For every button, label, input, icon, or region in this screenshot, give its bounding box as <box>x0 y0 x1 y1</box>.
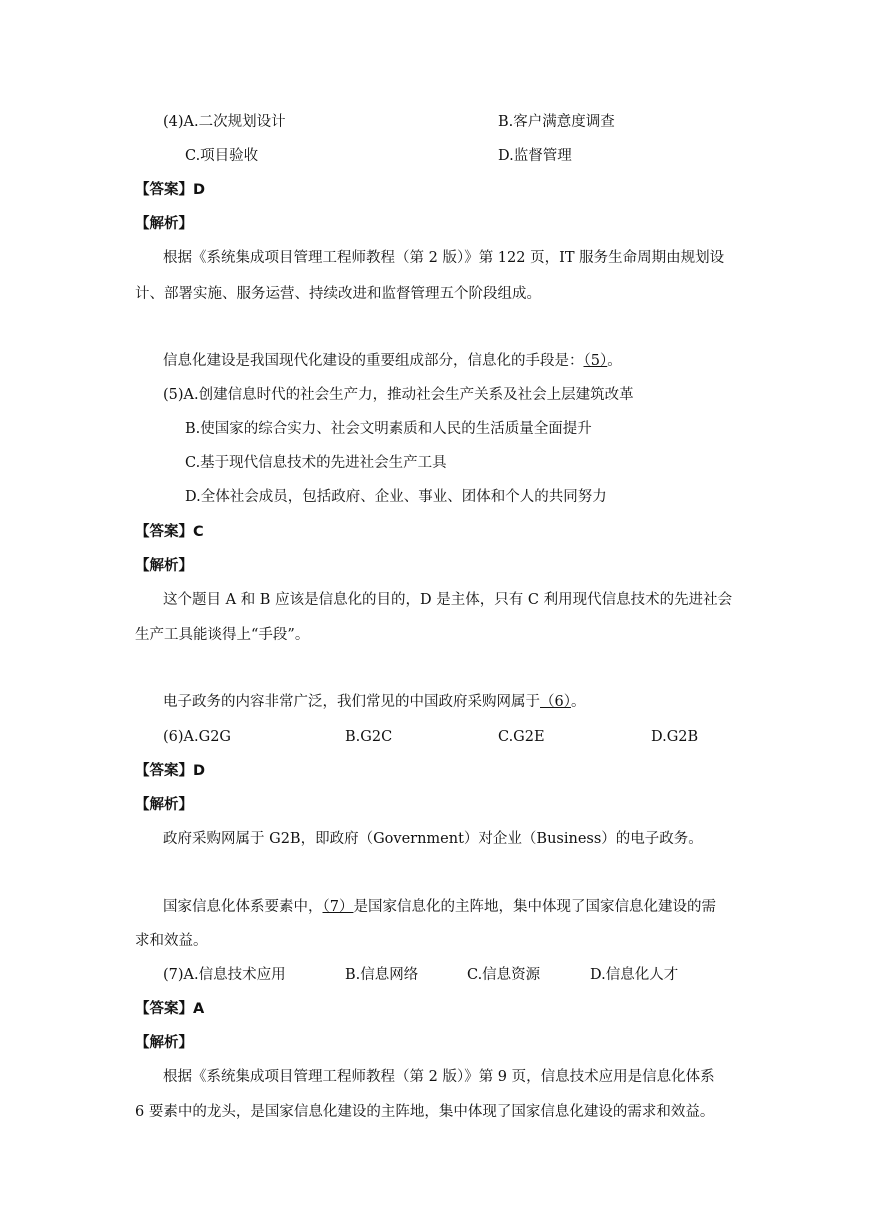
q7-answer <box>135 999 204 1019</box>
q6-option-a: (6)A.G2G <box>163 729 232 745</box>
q6-stem-end: 。 <box>570 694 586 710</box>
answer-label: 【答案】 <box>135 182 193 198</box>
q6-stem-text: 电子政务的内容非常广泛，我们常见的中国政府采购网属于 <box>163 694 540 710</box>
q4-analysis-label: 【解析】 <box>135 216 193 232</box>
answer-label: 【答案】 <box>135 1001 193 1017</box>
answer-value: D <box>193 763 206 779</box>
q7-option-a: (7)A.信息技术应用 <box>163 967 286 983</box>
q5-blank: （5） <box>583 353 608 369</box>
q5-analysis-line-2: 生产工具能谈得上“手段”。 <box>135 627 310 643</box>
q6-blank: （6） <box>540 694 571 710</box>
q6-analysis-label: 【解析】 <box>135 797 193 813</box>
q5-stem-text: 信息化建设是我国现代化建设的重要组成部分，信息化的手段是： <box>163 353 584 369</box>
q5-analysis-line-1: 这个题目 A 和 B 应该是信息化的目的，D 是主体，只有 C 利用现代信息技术的先进社会 <box>163 592 733 608</box>
answer-value: A <box>193 1001 205 1017</box>
q4-option-d: D.监督管理 <box>498 148 572 164</box>
q6-analysis-line-1: 政府采购网属于 G2B，即政府（Government）对企业（Business）的电子政务。 <box>163 831 703 847</box>
q5-option-b: B.使国家的综合实力、社会文明素质和人民的生活质量全面提升 <box>185 421 592 437</box>
q5-option-c: C.基于现代信息技术的先进社会生产工具 <box>185 455 447 471</box>
q7-stem <box>163 897 716 917</box>
q7-option-d: D.信息化人才 <box>590 967 679 983</box>
q7-analysis-line-1: 根据《系统集成项目管理工程师教程（第 2 版）》第 9 页，信息技术应用是信息化体系 <box>163 1069 715 1085</box>
q4-option-c: C.项目验收 <box>185 148 259 164</box>
q6-option-b: B.G2C <box>345 729 393 745</box>
q5-answer <box>135 522 204 542</box>
q6-option-d: D.G2B <box>651 729 699 745</box>
q7-option-b: B.信息网络 <box>345 967 419 983</box>
q5-stem <box>163 351 622 371</box>
answer-value: D <box>193 182 206 198</box>
q4-answer <box>135 180 205 200</box>
q6-answer <box>135 761 205 781</box>
q5-option-d: D.全体社会成员，包括政府、企业、事业、团体和个人的共同努力 <box>185 489 607 505</box>
q4-option-b: B.客户满意度调查 <box>498 114 615 130</box>
q7-analysis-line-2: 6 要素中的龙头，是国家信息化建设的主阵地，集中体现了国家信息化建设的需求和效益。 <box>135 1104 715 1120</box>
q4-analysis-line-1: 根据《系统集成项目管理工程师教程（第 2 版）》第 122 页，IT 服务生命周期由规划设 <box>163 250 725 266</box>
q5-analysis-label: 【解析】 <box>135 558 193 574</box>
q6-stem <box>163 692 585 712</box>
q7-analysis-label: 【解析】 <box>135 1035 193 1051</box>
q7-option-c: C.信息资源 <box>467 967 541 983</box>
answer-value: C <box>193 524 204 540</box>
q7-stem-rest: 是国家信息化的主阵地，集中体现了国家信息化建设的需 <box>353 899 716 915</box>
q6-option-c: C.G2E <box>498 729 545 745</box>
q4-option-a: (4)A.二次规划设计 <box>163 114 286 130</box>
answer-label: 【答案】 <box>135 763 193 779</box>
q7-blank: （7） <box>322 899 354 915</box>
q5-stem-end: 。 <box>607 353 622 369</box>
q7-stem-line-2: 求和效益。 <box>135 933 208 949</box>
q7-stem-text: 国家信息化体系要素中， <box>163 899 323 915</box>
q4-analysis-line-2: 计、部署实施、服务运营、持续改进和监督管理五个阶段组成。 <box>135 286 541 302</box>
answer-label: 【答案】 <box>135 524 193 540</box>
q5-option-a: (5)A.创建信息时代的社会生产力，推动社会生产关系及社会上层建筑改革 <box>163 387 634 403</box>
